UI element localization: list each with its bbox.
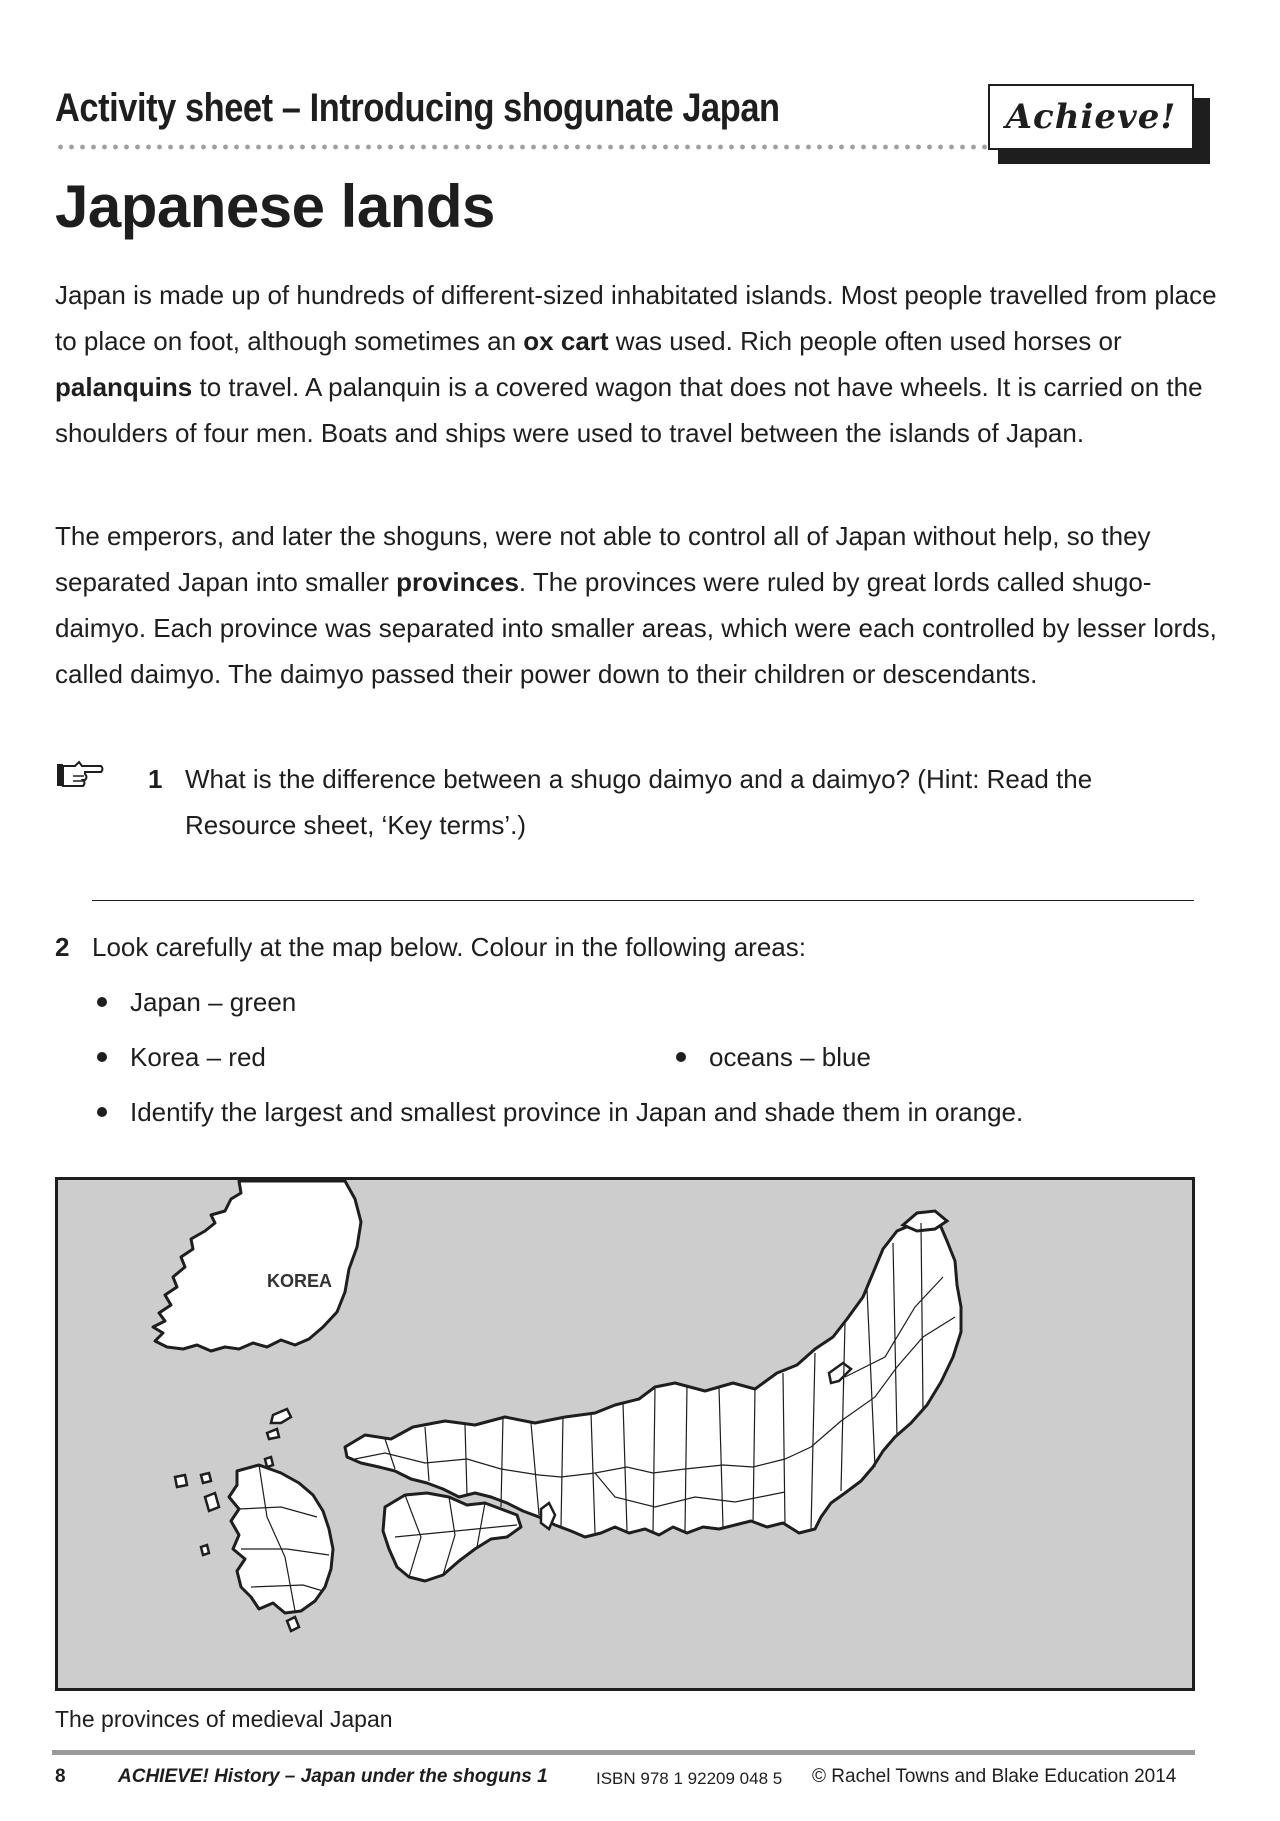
bullet-provinces: Identify the largest and smallest province in Japan and shade them in orange.	[130, 1097, 1024, 1127]
bullet-japan: Japan – green	[130, 987, 297, 1017]
map-caption: The provinces of medieval Japan	[55, 1706, 393, 1732]
p2-text-a: The emperors, and later the shoguns, were not able to control all of Japan without help, so they separated Japan into smaller	[55, 521, 1151, 597]
question-1-number: 1	[148, 764, 163, 794]
bullet-dot	[97, 1107, 107, 1117]
islet	[201, 1473, 211, 1483]
bullet-oceans: oceans – blue	[709, 1042, 871, 1072]
islet	[175, 1475, 187, 1487]
bullet-korea: Korea – red	[130, 1042, 266, 1072]
footer-rule	[52, 1750, 1195, 1755]
achieve-badge	[988, 84, 1194, 150]
province-map	[55, 1177, 1195, 1691]
sheet-title: Activity sheet – Introducing shogunate Japan	[55, 86, 780, 130]
question-1-text: What is the difference between a shugo daimyo and a daimyo? (Hint: Read the Resource sheet, ‘Key terms’.)	[185, 764, 1093, 840]
isbn: ISBN 978 1 92209 048 5	[596, 1769, 783, 1788]
p1-text-c: was used. Rich people often used horses or	[608, 326, 1122, 356]
question-2-text: Look carefully at the map below. Colour in the following areas:	[92, 932, 806, 962]
p1-text-a: Japan is made up of hundreds of different-sized inhabitated islands. Most people travelled from place to place on foot, although sometimes an	[55, 280, 1217, 356]
series-title: ACHIEVE! History – Japan under the shoguns 1	[118, 1766, 548, 1787]
islet	[205, 1493, 219, 1511]
paragraph-transport	[55, 272, 1235, 456]
map-label-korea: KOREA	[267, 1271, 333, 1291]
term-ox-cart: ox cart	[523, 326, 609, 356]
bullet-dot	[97, 997, 107, 1007]
bullet-dot	[97, 1052, 107, 1062]
dotted-divider	[55, 144, 988, 150]
copyright: © Rachel Towns and Blake Education 2014	[812, 1766, 1177, 1787]
pointing-hand-icon	[55, 760, 105, 790]
term-provinces: provinces	[396, 567, 519, 597]
answer-line[interactable]	[92, 900, 1194, 901]
p2-text-c: . The provinces were ruled by great lords called shugo-daimyo. Each province was separated into smaller areas, which were each controlled by lesser lords, called daimyo. The daimyo passed their power down to their children or descendants.	[55, 567, 1217, 689]
paragraph-provinces	[55, 513, 1235, 697]
term-palanquins: palanquins	[55, 372, 193, 402]
islet	[201, 1545, 209, 1555]
bullet-dot	[676, 1052, 686, 1062]
question-2-number: 2	[55, 932, 70, 962]
achieve-badge-label: Achieve!	[1005, 97, 1177, 137]
p1-text-d: to travel. A palanquin is a covered wagon that does not have wheels. It is carried on the shoulders of four men. Boats and ships were used to travel between the islands of Japan.	[55, 372, 1203, 448]
islet	[265, 1457, 273, 1467]
page-number: 8	[55, 1766, 66, 1787]
page-heading: Japanese lands	[55, 173, 495, 240]
